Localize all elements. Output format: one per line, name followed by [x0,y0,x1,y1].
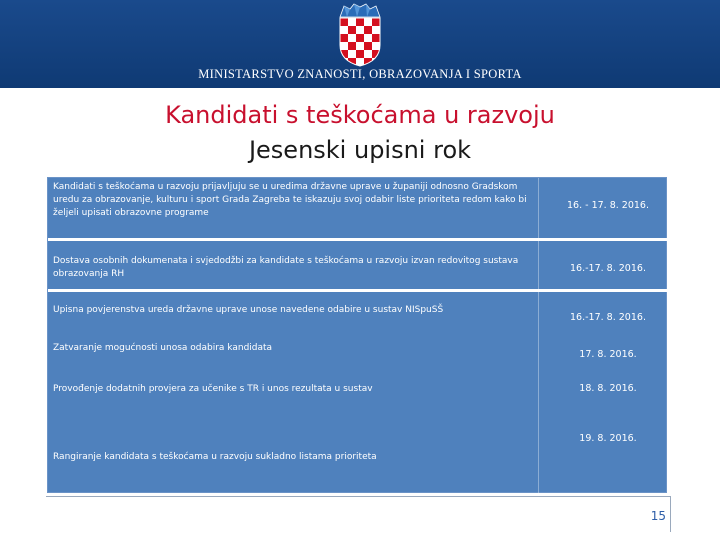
croatian-coat-of-arms-icon [336,3,384,67]
row-date: 18. 8. 2016. [579,383,637,394]
row-date: 17. 8. 2016. [579,349,637,360]
page-number: 15 [650,509,666,523]
row-date: 16.-17. 8. 2016. [570,312,646,323]
row-date: 19. 8. 2016. [579,433,637,444]
header-band [0,0,720,88]
row-date: 16. - 17. 8. 2016. [567,200,649,211]
ministry-title: MINISTARSTVO ZNANOSTI, OBRAZOVANJA I SPORTA [198,67,522,81]
row-description: Kandidati s teškoćama u razvoju prijavljuju se u uredima državne uprave u županiji odnosno Gradskom uredu za obrazovanje, kulturu i sport Grada Zagreba te iskazuju svoj odabir liste prioriteta redom kako bi željeli upisati obrazovne programe [53,182,527,218]
footer-vertical-divider [670,496,671,532]
table-row [48,333,668,363]
table-row [48,292,668,330]
row-date: 16.-17. 8. 2016. [570,263,646,274]
schedule-table [47,177,667,493]
row-description: Rangiranje kandidata s teškoćama u razvoju sukladno listama prioriteta [53,452,377,462]
table-row [48,178,668,238]
row-description: Provođenje dodatnih provjera za učenike s TR i unos rezultata u sustav [53,384,373,394]
table-row [48,368,668,408]
row-description: Zatvaranje mogućnosti unosa odabira kandidata [53,343,273,353]
row-description: Dostava osobnih dokumenata i svjedodžbi za kandidate s teškoćama u razvoju izvan redovitog sustava obrazovanja RH [53,256,519,279]
title-line-1: Kandidati s teškoćama u razvoju [165,101,555,129]
row-description: Upisna povjerenstva ureda državne uprave unose navedene odabire u sustav NISpuSŠ [53,305,444,315]
table-row [48,241,668,289]
page-title [0,98,720,168]
title-line-2: Jesenski upisni rok [248,136,472,164]
footer-divider [46,496,671,497]
table-row [48,413,668,494]
